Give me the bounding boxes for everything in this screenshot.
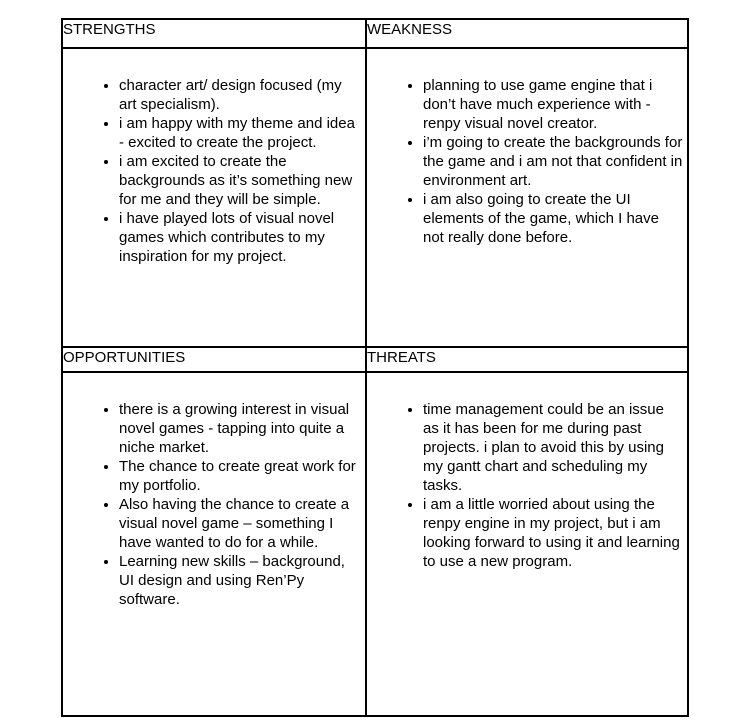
threats-content-cell [366,372,688,716]
opportunities-header-cell [62,347,366,372]
bullet-item: • character art/ design focused (my art specialism). [119,76,361,114]
weakness-title: WEAKNESS [367,21,453,38]
strengths-content-cell [62,48,366,347]
bullet-item: • Also having the chance to create a visual novel game – something I have wanted to do for a while. [119,495,361,552]
strengths-title: STRENGTHS [63,21,156,38]
bullet-item: • The chance to create great work for my portfolio. [119,457,361,495]
bullet-item: • Learning new skills – background, UI design and using Ren’Py software. [119,552,361,609]
weakness-list [367,76,683,247]
threats-header-cell [366,347,688,372]
bullet-item: • time management could be an issue as it has been for me during past projects. i plan to avoid this by using my gantt chart and scheduling my tasks. [423,400,683,495]
strengths-header-cell [62,19,366,48]
content-row-bottom [62,372,688,716]
header-row-bottom [62,347,688,372]
bullet-item: • i have played lots of visual novel games which contributes to my inspiration for my project. [119,209,361,266]
bullet-item: • planning to use game engine that i don’t have much experience with - renpy visual novel creator. [423,76,683,133]
content-row-top [62,48,688,347]
threats-title: THREATS [367,349,436,366]
header-row-top [62,19,688,48]
opportunities-content-cell [62,372,366,716]
bullet-item: • i am excited to create the backgrounds as it’s something new for me and they will be simple. [119,152,361,209]
swot-table [61,18,689,717]
weakness-content-cell [366,48,688,347]
bullet-item: • i am a little worried about using the renpy engine in my project, but i am looking forward to using it and learning to use a new program. [423,495,683,571]
bullet-item: • i am happy with my theme and idea - excited to create the project. [119,114,361,152]
bullet-item: • i’m going to create the backgrounds for the game and i am not that confident in environment art. [423,133,683,190]
bullet-item: • there is a growing interest in visual novel games - tapping into quite a niche market. [119,400,361,457]
weakness-header-cell [366,19,688,48]
opportunities-title: OPPORTUNITIES [63,349,186,366]
threats-list [367,400,683,571]
strengths-list [63,76,361,266]
bullet-item: • i am also going to create the UI elements of the game, which I have not really done before. [423,190,683,247]
opportunities-list [63,400,361,609]
